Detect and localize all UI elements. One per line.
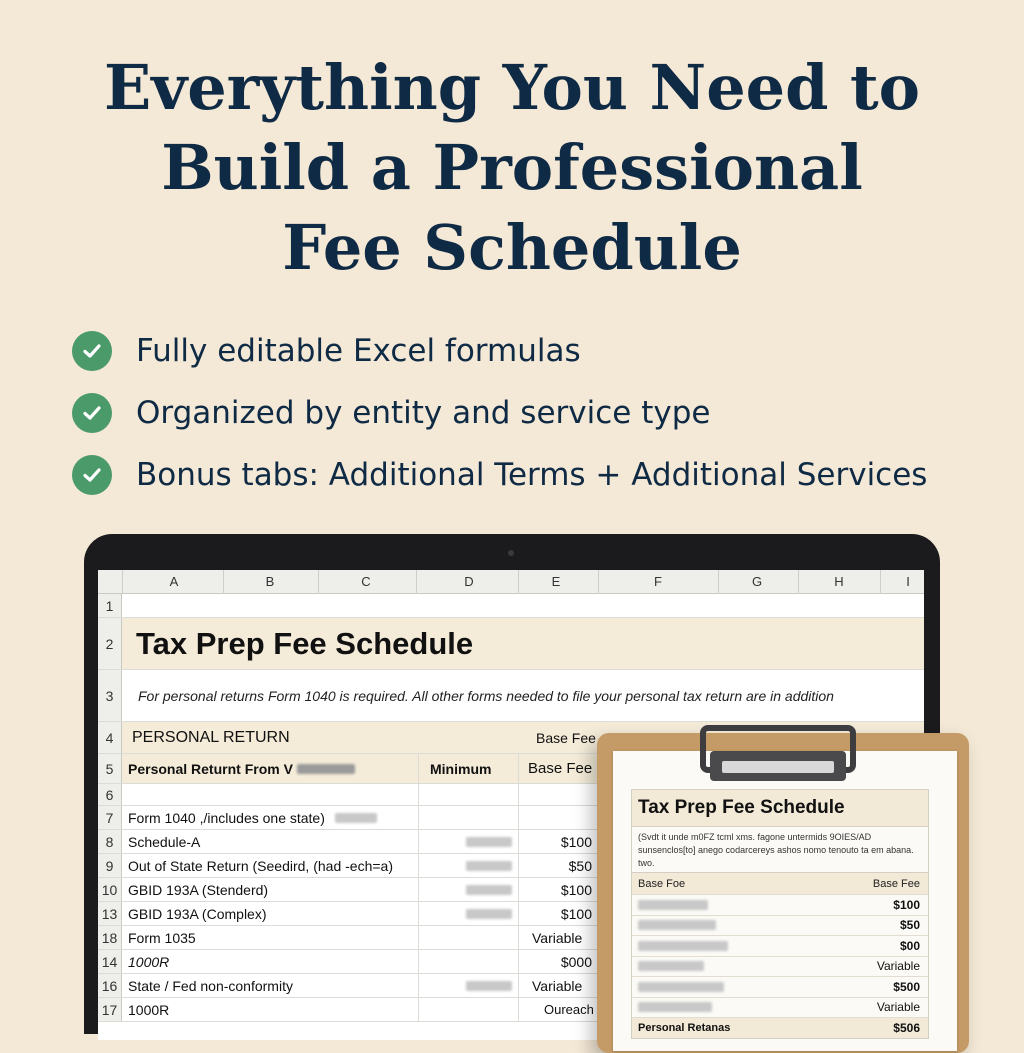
feature-text: Organized by entity and service type (136, 395, 711, 431)
service-name[interactable] (128, 806, 377, 829)
base-fee-value[interactable]: $100 (560, 905, 592, 922)
feature-text: Bonus tabs: Additional Terms + Additional Services (136, 457, 928, 493)
clipboard-value: $100 (893, 897, 920, 912)
clipboard-row (632, 915, 928, 936)
table-row (98, 618, 924, 670)
clipboard-header-left: Base Foe (638, 877, 686, 890)
clipboard-value: $50 (899, 918, 920, 933)
column-header-a[interactable]: A (169, 574, 179, 589)
clipboard-header-right: Base Fee (872, 877, 920, 890)
check-circle-icon (72, 331, 112, 371)
clipboard-footer-label: Personal Retanas (638, 1021, 731, 1034)
row-number[interactable]: 5 (98, 754, 122, 783)
service-name-text: Form 1040 ,/includes one state) (128, 809, 325, 826)
clipboard (597, 733, 969, 1053)
column-header-i[interactable]: I (906, 574, 910, 589)
row-number[interactable]: 7 (98, 806, 122, 829)
sheet-note[interactable]: For personal returns Form 1040 is required. All other forms needed to file your personal tax return are in addition (138, 687, 834, 704)
base-fee-label[interactable]: Base Fee (536, 729, 596, 746)
column-label-minimum[interactable]: Minimum (430, 760, 492, 777)
column-header-g[interactable]: G (751, 574, 763, 589)
row-number[interactable]: 16 (98, 974, 122, 997)
sheet-title[interactable]: Tax Prep Fee Schedule (136, 625, 474, 661)
base-fee-value[interactable]: Variable (532, 977, 583, 994)
service-name[interactable]: State / Fed non-conformity (128, 977, 293, 994)
clipboard-row (632, 976, 928, 997)
minimum-value[interactable] (466, 902, 512, 925)
clipboard-fee-table (631, 789, 929, 1039)
check-circle-icon (72, 393, 112, 433)
headline-line-1: Everything You Need to (103, 51, 921, 124)
row-number[interactable]: 14 (98, 950, 122, 973)
column-header-e[interactable]: E (551, 574, 561, 589)
service-name[interactable]: GBID 193A (Stenderd) (128, 881, 269, 898)
clipboard-row (632, 935, 928, 956)
check-circle-icon (72, 455, 112, 495)
clipboard-value: Variable (876, 1000, 920, 1015)
service-name[interactable]: Form 1035 (128, 929, 196, 946)
clipboard-header-row (632, 872, 928, 894)
clipboard-paper (613, 751, 957, 1051)
minimum-value[interactable] (466, 974, 512, 997)
clipboard-note: (Svdt it unde m0FZ tcml xms. fagone untermids 9OIES/AD sunsenclos[to] anego codarcereys ashos nomo tenouto ta em abana. two. (632, 826, 928, 872)
clipboard-clip-plate (722, 761, 834, 773)
clipboard-footer-row (632, 1017, 928, 1038)
feature-item (72, 320, 972, 382)
feature-text: Fully editable Excel formulas (136, 333, 581, 369)
row-number[interactable]: 6 (98, 784, 122, 805)
base-fee-value[interactable]: $100 (560, 881, 592, 898)
column-label-service[interactable] (128, 754, 355, 783)
headline-line-2: Build a Professional (161, 131, 863, 204)
blurred-text (335, 813, 377, 823)
feature-item (72, 382, 972, 444)
clipboard-row (632, 894, 928, 915)
base-fee-value[interactable]: Variable (532, 929, 583, 946)
service-name[interactable]: 1000R (128, 1001, 170, 1018)
clipboard-value: $00 (899, 938, 920, 953)
column-header-bar (98, 570, 924, 594)
row-number[interactable]: 18 (98, 926, 122, 949)
service-name[interactable]: Schedule-A (128, 833, 201, 850)
base-fee-value[interactable]: $50 (568, 857, 592, 874)
row-number[interactable]: 1 (98, 594, 122, 617)
headline-line-3: Fee Schedule (282, 211, 742, 284)
feature-list (72, 320, 972, 506)
minimum-value[interactable] (466, 854, 512, 877)
blurred-text (297, 764, 355, 774)
clipboard-row (632, 997, 928, 1018)
column-header-b[interactable]: B (265, 574, 275, 589)
section-label[interactable]: PERSONAL RETURN (132, 728, 290, 746)
column-label-base-fee[interactable]: Base Fee (528, 760, 593, 777)
table-row (98, 594, 924, 618)
table-row (98, 670, 924, 722)
row-number[interactable]: 4 (98, 722, 122, 753)
minimum-value[interactable] (466, 830, 512, 853)
column-header-h[interactable]: H (834, 574, 844, 589)
minimum-value[interactable] (466, 878, 512, 901)
column-header-d[interactable]: D (464, 574, 474, 589)
clipboard-value: $500 (893, 979, 920, 994)
row-number[interactable]: 10 (98, 878, 122, 901)
service-header-text: Personal Returnt From V (128, 760, 293, 777)
feature-item (72, 444, 972, 506)
clipboard-value: Variable (876, 959, 920, 974)
base-fee-value[interactable]: $100 (560, 833, 592, 850)
row-number[interactable]: 2 (98, 618, 122, 669)
base-fee-value[interactable]: Oureach (544, 1002, 594, 1017)
base-fee-value[interactable]: $000 (560, 953, 592, 970)
row-number[interactable]: 9 (98, 854, 122, 877)
clipboard-footer-value: $506 (893, 1020, 920, 1035)
row-number[interactable]: 3 (98, 670, 122, 721)
row-number[interactable]: 13 (98, 902, 122, 925)
row-number[interactable]: 8 (98, 830, 122, 853)
service-name[interactable]: 1000R (128, 953, 170, 970)
row-number[interactable]: 17 (98, 998, 122, 1021)
camera-dot (508, 550, 514, 556)
service-name[interactable]: Out of State Return (Seedird, (had -ech=a) (128, 857, 393, 874)
headline (0, 48, 1024, 288)
column-header-f[interactable]: F (654, 574, 662, 589)
clipboard-title: Tax Prep Fee Schedule (632, 790, 928, 826)
service-name[interactable]: GBID 193A (Complex) (128, 905, 267, 922)
column-header-c[interactable]: C (361, 574, 371, 589)
clipboard-row (632, 956, 928, 977)
